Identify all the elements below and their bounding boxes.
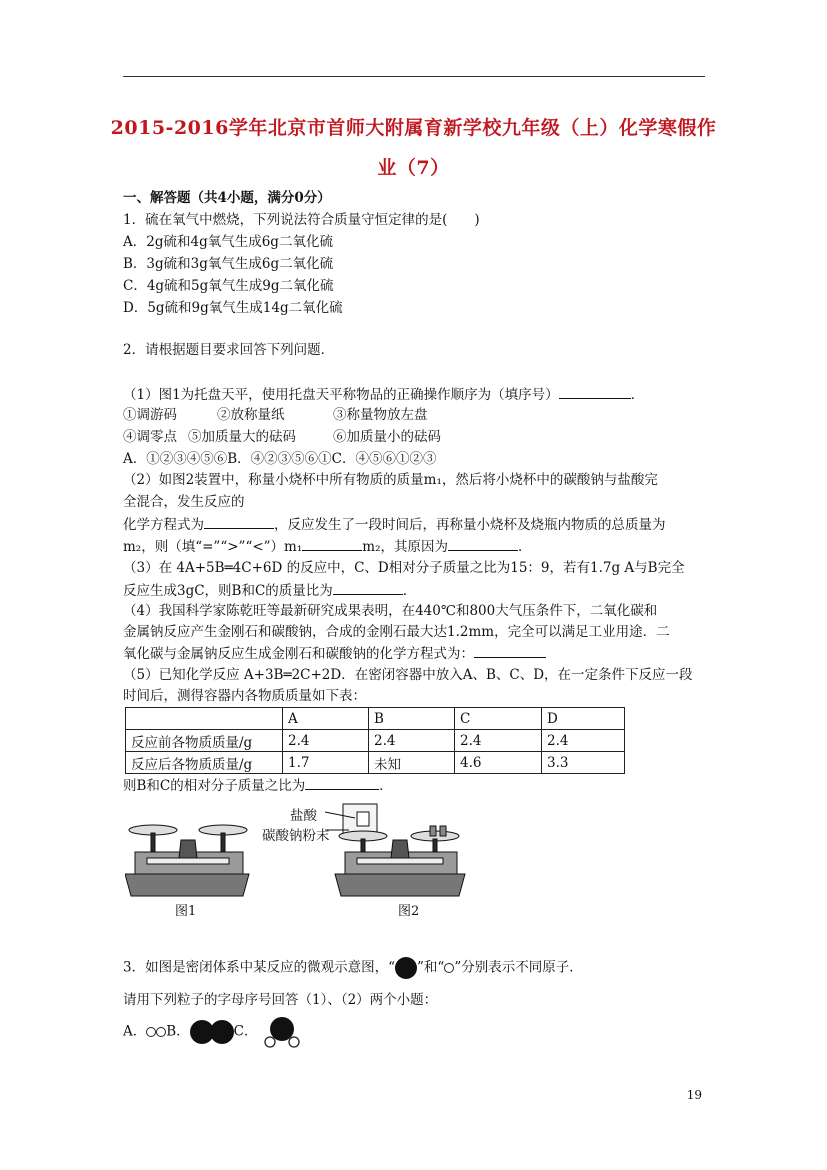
answer-blank[interactable] xyxy=(204,514,274,529)
q1-option-a: A．2g硫和4g氧气生成6g二氧化硫 xyxy=(123,234,333,250)
q2-part2-d1: m₂，则（填“=”“>”“<”）m₁ xyxy=(123,539,303,555)
q2-part2-a: （2）如图2装置中，称量小烧杯中所有物质的质量m₁，然后将小烧杯中的碳酸钠与盐酸完 xyxy=(123,472,658,488)
q3-stem-c: ”分别表示不同原子． xyxy=(454,959,583,976)
q2-part2-c xyxy=(123,514,666,535)
q1-stem: 1．硫在氧气中燃烧，下列说法符合质量守恒定律的是( ) xyxy=(123,212,480,228)
table-cell: 反应前各物质质量/g xyxy=(126,730,283,752)
q2-part2-d xyxy=(123,536,532,557)
q2-part5-b: 时间后，测得容器内各物质质量如下表： xyxy=(123,688,366,704)
table-row xyxy=(126,730,625,752)
q1-option-c: C．4g硫和5g氧气生成9g二氧化硫 xyxy=(123,278,334,294)
table-cell xyxy=(126,708,283,730)
black-atom-icon xyxy=(210,1020,234,1044)
q2-part3-b xyxy=(123,580,416,601)
table-cell: 2.4 xyxy=(283,730,369,752)
white-atom-icon xyxy=(146,1027,156,1037)
q3-options xyxy=(123,1020,258,1044)
answer-blank[interactable] xyxy=(474,643,546,658)
q2-part4-a: （4）我国科学家陈乾旺等最新研究成果表明，在440℃和800大气压条件下，二氧化碳和 xyxy=(123,603,658,619)
table-header-row xyxy=(126,708,625,730)
q2-part2-d2: m₂，其原因为 xyxy=(362,539,448,555)
q3-stem-b: ”和“ xyxy=(417,959,445,976)
step-item: ③称量物放左盘 xyxy=(333,407,428,423)
molecule-c-icon xyxy=(262,1016,302,1050)
q2-part1-end: ． xyxy=(630,387,645,403)
q2-part4-c1: 氧化碳与金属钠反应生成金刚石和碳酸钠的化学方程式为： xyxy=(123,646,474,662)
q2-part3-b2: ． xyxy=(402,583,417,599)
table-cell: C xyxy=(455,708,542,730)
table-cell: A xyxy=(283,708,369,730)
q3-option-a-label: A． xyxy=(123,1023,147,1040)
page-number: 19 xyxy=(686,1088,702,1102)
table-cell: 3.3 xyxy=(542,752,625,774)
table-row xyxy=(126,752,625,774)
white-atom-icon xyxy=(156,1027,166,1037)
step-item: ①调游码 xyxy=(123,407,177,423)
q2-part2-c2: ，反应发生了一段时间后，再称量小烧杯及烧瓶内物质的总质量为 xyxy=(274,517,666,533)
q2-part1 xyxy=(123,384,644,405)
q2-stem: 2．请根据题目要求回答下列问题． xyxy=(123,342,335,358)
section-heading: 一、解答题（共4小题，满分0分） xyxy=(123,190,331,206)
mass-table xyxy=(125,707,625,774)
q1-option-d: D．5g硫和9g氧气生成14g二氧化硫 xyxy=(123,300,343,316)
step-item: ②放称量纸 xyxy=(217,407,285,423)
table-cell: 2.4 xyxy=(369,730,455,752)
header-rule xyxy=(123,76,705,77)
q2-part3-a: （3）在 4A+5B═4C+6D 的反应中，C、D相对分子质量之比为15：9，若有1.7g A与B完全 xyxy=(123,560,685,576)
table-cell: B xyxy=(369,708,455,730)
table-cell: 未知 xyxy=(369,752,455,774)
q2-part4-c xyxy=(123,643,546,664)
q3-option-c-label: C． xyxy=(233,1023,258,1040)
q2-part2-b: 全混合，发生反应的 xyxy=(123,494,245,510)
q3-instruction: 请用下列粒子的字母序号回答（1）、（2）两个小题： xyxy=(123,992,438,1008)
answer-blank[interactable] xyxy=(448,536,518,551)
table-cell: 2.4 xyxy=(542,730,625,752)
answer-blank[interactable] xyxy=(302,536,362,551)
black-atom-icon xyxy=(395,957,417,979)
answer-blank[interactable] xyxy=(305,775,379,790)
table-cell: D xyxy=(542,708,625,730)
step-item: ⑥加质量小的砝码 xyxy=(333,429,441,445)
answer-blank[interactable] xyxy=(333,580,403,595)
step-item: ④调零点 xyxy=(123,429,177,445)
q2-part4-b: 金属钠反应产生金刚石和碳酸钠，合成的金刚石最大达1.2mm，完全可以满足工业用途．二 xyxy=(123,624,670,640)
table-cell: 反应后各物质质量/g xyxy=(126,752,283,774)
q2-part2-d3: ． xyxy=(518,539,532,555)
q2-steps-row2 xyxy=(123,427,441,447)
answer-blank[interactable] xyxy=(559,384,631,399)
document-title-line1: 2015-2016学年北京市首师大附属育新学校九年级（上）化学寒假作 xyxy=(110,117,717,139)
q2-part5-c xyxy=(123,775,393,796)
table-cell: 4.6 xyxy=(455,752,542,774)
q3-stem-a: 3．如图是密闭体系中某反应的微观示意图，“ xyxy=(123,959,395,976)
q3-stem xyxy=(123,957,583,979)
q2-choices: A．①②③④⑤⑥B．④②③⑤⑥①C．④⑤⑥①②③ xyxy=(123,451,437,467)
q2-part5-a: （5）已知化学反应 A+3B═2C+2D．在密闭容器中放入A、B、C、D，在一定条件下反应一段 xyxy=(123,667,693,683)
white-atom-icon xyxy=(444,963,454,973)
q3-option-b-label: B． xyxy=(166,1023,190,1040)
table-cell: 2.4 xyxy=(455,730,542,752)
fig1-caption: 图1 xyxy=(175,904,197,919)
q2-part1-text: （1）图1为托盘天平，使用托盘天平称物品的正确操作顺序为（填序号） xyxy=(123,387,559,403)
table-cell: 1.7 xyxy=(283,752,369,774)
label-powder: 碳酸钠粉末 xyxy=(262,828,330,844)
fig2-caption: 图2 xyxy=(398,904,420,919)
q1-option-b: B．3g硫和3g氧气生成6g二氧化硫 xyxy=(123,256,334,272)
label-acid: 盐酸 xyxy=(290,808,317,824)
q2-part3-b1: 反应生成3gC，则B和C的质量比为 xyxy=(123,583,333,599)
q2-part2-c1: 化学方程式为 xyxy=(123,517,204,533)
step-item: ⑤加质量大的砝码 xyxy=(188,429,296,445)
q2-part5-c2: ． xyxy=(379,778,393,794)
q2-steps-row1 xyxy=(123,405,428,425)
q2-part5-c1: 则B和C的相对分子质量之比为 xyxy=(123,778,306,794)
document-title-line2: 业（7） xyxy=(377,157,450,179)
